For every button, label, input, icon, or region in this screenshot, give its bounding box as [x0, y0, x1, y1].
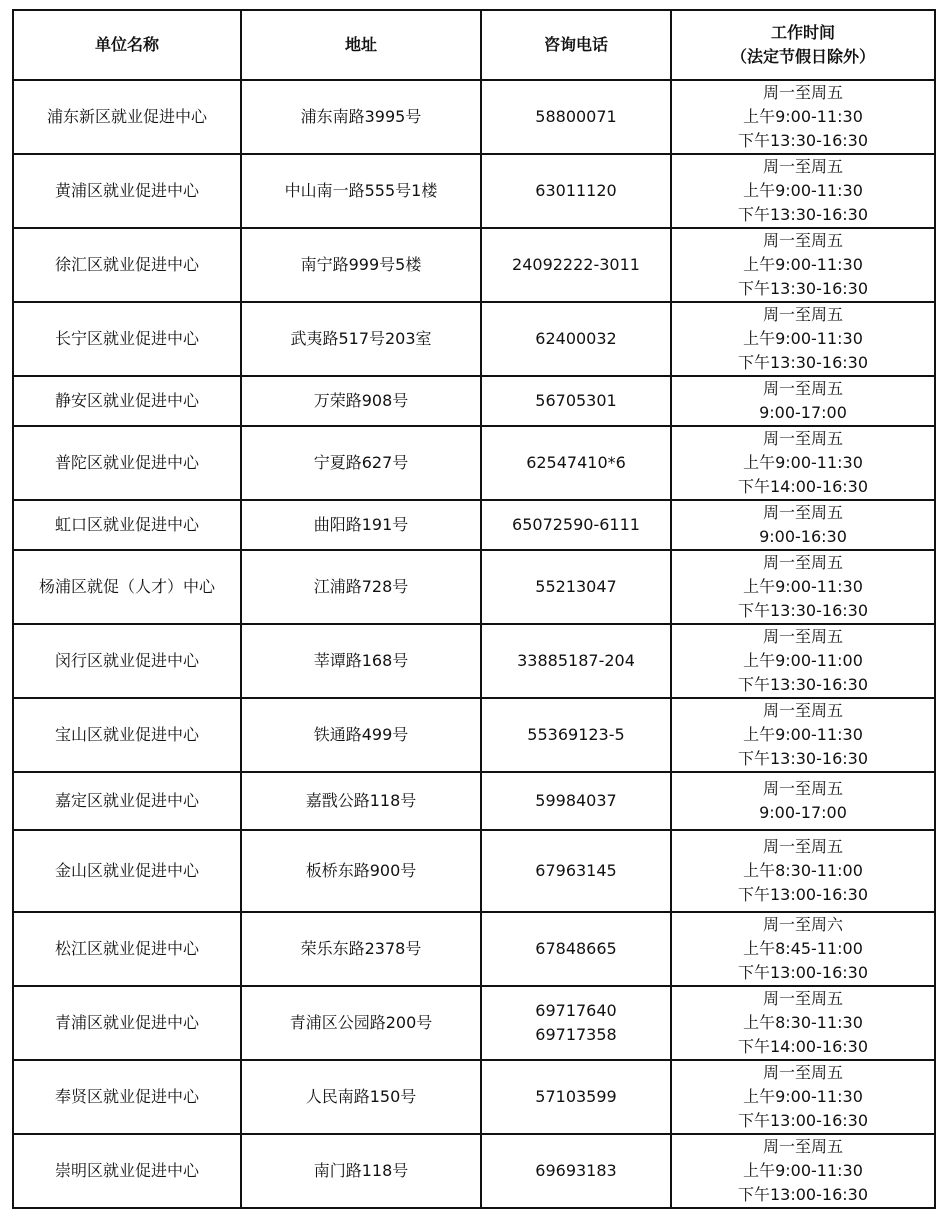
center-name: 长宁区就业促进中心	[13, 302, 241, 376]
table-row	[13, 624, 935, 698]
center-phone	[481, 986, 671, 1060]
center-hours	[671, 986, 935, 1060]
hours-line: 周一至周五	[762, 231, 843, 250]
center-name: 浦东新区就业促进中心	[13, 80, 241, 154]
hours-line: 周一至周五	[762, 157, 843, 176]
center-name: 闵行区就业促进中心	[13, 624, 241, 698]
center-address: 莘谭路168号	[241, 624, 481, 698]
header-hours-line2: （法定节假日除外）	[730, 47, 875, 66]
center-phone	[481, 1060, 671, 1134]
table-row	[13, 154, 935, 228]
center-address: 宁夏路627号	[241, 426, 481, 500]
hours-line: 上午8:45-11:00	[743, 939, 863, 958]
hours-line: 周一至周五	[762, 379, 843, 398]
phone-number: 24092222-3011	[512, 255, 640, 274]
center-hours	[671, 912, 935, 986]
phone-number: 55369123-5	[527, 725, 625, 744]
phone-number: 57103599	[535, 1087, 617, 1106]
header-address: 地址	[241, 10, 481, 80]
center-phone	[481, 302, 671, 376]
table-row	[13, 698, 935, 772]
phone-number: 69693183	[535, 1161, 617, 1180]
hours-line: 上午9:00-11:00	[743, 651, 863, 670]
center-phone	[481, 698, 671, 772]
center-hours	[671, 80, 935, 154]
center-phone	[481, 426, 671, 500]
center-phone	[481, 154, 671, 228]
center-name: 宝山区就业促进中心	[13, 698, 241, 772]
center-hours	[671, 228, 935, 302]
phone-number: 55213047	[535, 577, 617, 596]
center-name: 金山区就业促进中心	[13, 830, 241, 912]
center-address: 浦东南路3995号	[241, 80, 481, 154]
hours-line: 下午13:30-16:30	[738, 749, 868, 768]
center-address: 南宁路999号5楼	[241, 228, 481, 302]
phone-number: 67963145	[535, 861, 617, 880]
table-row	[13, 376, 935, 426]
phone-number: 58800071	[535, 107, 617, 126]
hours-line: 下午13:30-16:30	[738, 205, 868, 224]
header-row	[13, 10, 935, 80]
hours-line: 周一至周五	[762, 1063, 843, 1082]
center-hours	[671, 376, 935, 426]
hours-line: 周一至周五	[762, 553, 843, 572]
hours-line: 周一至周五	[762, 701, 843, 720]
hours-line: 下午13:30-16:30	[738, 675, 868, 694]
center-phone	[481, 550, 671, 624]
center-phone	[481, 624, 671, 698]
hours-line: 上午9:00-11:30	[743, 1087, 863, 1106]
center-hours	[671, 154, 935, 228]
hours-line: 下午14:00-16:30	[738, 477, 868, 496]
center-name: 虹口区就业促进中心	[13, 500, 241, 550]
center-hours	[671, 550, 935, 624]
hours-line: 周一至周五	[762, 1137, 843, 1156]
center-name: 崇明区就业促进中心	[13, 1134, 241, 1208]
center-address: 中山南一路555号1楼	[241, 154, 481, 228]
hours-line: 下午13:30-16:30	[738, 131, 868, 150]
table-row	[13, 1060, 935, 1134]
center-name: 徐汇区就业促进中心	[13, 228, 241, 302]
center-address: 人民南路150号	[241, 1060, 481, 1134]
center-hours	[671, 1134, 935, 1208]
table-row	[13, 986, 935, 1060]
hours-line: 上午9:00-11:30	[743, 107, 863, 126]
hours-line: 下午13:30-16:30	[738, 353, 868, 372]
center-address: 曲阳路191号	[241, 500, 481, 550]
center-name: 静安区就业促进中心	[13, 376, 241, 426]
hours-line: 下午13:00-16:30	[738, 885, 868, 904]
table-row	[13, 302, 935, 376]
hours-line: 9:00-17:00	[759, 403, 847, 422]
center-name: 普陀区就业促进中心	[13, 426, 241, 500]
hours-line: 下午13:00-16:30	[738, 1111, 868, 1130]
hours-line: 下午13:30-16:30	[738, 601, 868, 620]
center-address: 铁通路499号	[241, 698, 481, 772]
phone-number: 67848665	[535, 939, 617, 958]
hours-line: 下午13:30-16:30	[738, 279, 868, 298]
hours-line: 上午9:00-11:30	[743, 1161, 863, 1180]
center-address: 武夷路517号203室	[241, 302, 481, 376]
hours-line: 下午13:00-16:30	[738, 963, 868, 982]
phone-number: 63011120	[535, 181, 617, 200]
table-row	[13, 912, 935, 986]
hours-line: 上午9:00-11:30	[743, 255, 863, 274]
center-hours	[671, 1060, 935, 1134]
phone-number: 62547410*6	[526, 453, 626, 472]
header-hours-line1: 工作时间	[770, 23, 835, 42]
phone-number: 65072590-6111	[512, 515, 640, 534]
hours-line: 9:00-17:00	[759, 803, 847, 822]
center-phone	[481, 80, 671, 154]
center-phone	[481, 772, 671, 830]
center-name: 嘉定区就业促进中心	[13, 772, 241, 830]
table-row	[13, 550, 935, 624]
table-row	[13, 772, 935, 830]
center-name: 黄浦区就业促进中心	[13, 154, 241, 228]
center-hours	[671, 772, 935, 830]
hours-line: 周一至周五	[762, 305, 843, 324]
hours-line: 周一至周五	[762, 837, 843, 856]
center-phone	[481, 1134, 671, 1208]
phone-number: 33885187-204	[517, 651, 635, 670]
hours-line: 上午9:00-11:30	[743, 453, 863, 472]
employment-center-table	[12, 9, 936, 1209]
header-name: 单位名称	[13, 10, 241, 80]
header-phone: 咨询电话	[481, 10, 671, 80]
table-row	[13, 830, 935, 912]
hours-line: 周一至周五	[762, 627, 843, 646]
hours-line: 上午9:00-11:30	[743, 329, 863, 348]
center-name: 松江区就业促进中心	[13, 912, 241, 986]
center-phone	[481, 830, 671, 912]
table-row	[13, 500, 935, 550]
hours-line: 下午14:00-16:30	[738, 1037, 868, 1056]
hours-line: 9:00-16:30	[759, 527, 847, 546]
center-address: 南门路118号	[241, 1134, 481, 1208]
hours-line: 上午8:30-11:30	[743, 1013, 863, 1032]
center-address: 万荣路908号	[241, 376, 481, 426]
hours-line: 周一至周五	[762, 503, 843, 522]
table-row	[13, 1134, 935, 1208]
center-phone	[481, 912, 671, 986]
hours-line: 上午9:00-11:30	[743, 181, 863, 200]
center-hours	[671, 830, 935, 912]
hours-line: 下午13:00-16:30	[738, 1185, 868, 1204]
center-phone	[481, 228, 671, 302]
center-name: 青浦区就业促进中心	[13, 986, 241, 1060]
phone-number: 56705301	[535, 391, 617, 410]
table-row	[13, 80, 935, 154]
center-hours	[671, 426, 935, 500]
center-hours	[671, 624, 935, 698]
phone-number: 69717640	[535, 1001, 617, 1020]
table-row	[13, 228, 935, 302]
center-hours	[671, 698, 935, 772]
center-name: 奉贤区就业促进中心	[13, 1060, 241, 1134]
hours-line: 上午9:00-11:30	[743, 577, 863, 596]
hours-line: 周一至周五	[762, 779, 843, 798]
hours-line: 周一至周五	[762, 429, 843, 448]
center-phone	[481, 376, 671, 426]
center-address: 嘉戬公路118号	[241, 772, 481, 830]
center-address: 荣乐东路2378号	[241, 912, 481, 986]
phone-number: 62400032	[535, 329, 617, 348]
header-hours	[671, 10, 935, 80]
center-address: 青浦区公园路200号	[241, 986, 481, 1060]
center-address: 板桥东路900号	[241, 830, 481, 912]
hours-line: 周一至周五	[762, 989, 843, 1008]
center-phone	[481, 500, 671, 550]
phone-number: 59984037	[535, 791, 617, 810]
center-address: 江浦路728号	[241, 550, 481, 624]
table-body	[13, 80, 935, 1208]
center-hours	[671, 500, 935, 550]
phone-number: 69717358	[535, 1025, 617, 1044]
hours-line: 上午9:00-11:30	[743, 725, 863, 744]
hours-line: 周一至周六	[762, 915, 843, 934]
hours-line: 上午8:30-11:00	[743, 861, 863, 880]
table-row	[13, 426, 935, 500]
center-hours	[671, 302, 935, 376]
hours-line: 周一至周五	[762, 83, 843, 102]
center-name: 杨浦区就促（人才）中心	[13, 550, 241, 624]
